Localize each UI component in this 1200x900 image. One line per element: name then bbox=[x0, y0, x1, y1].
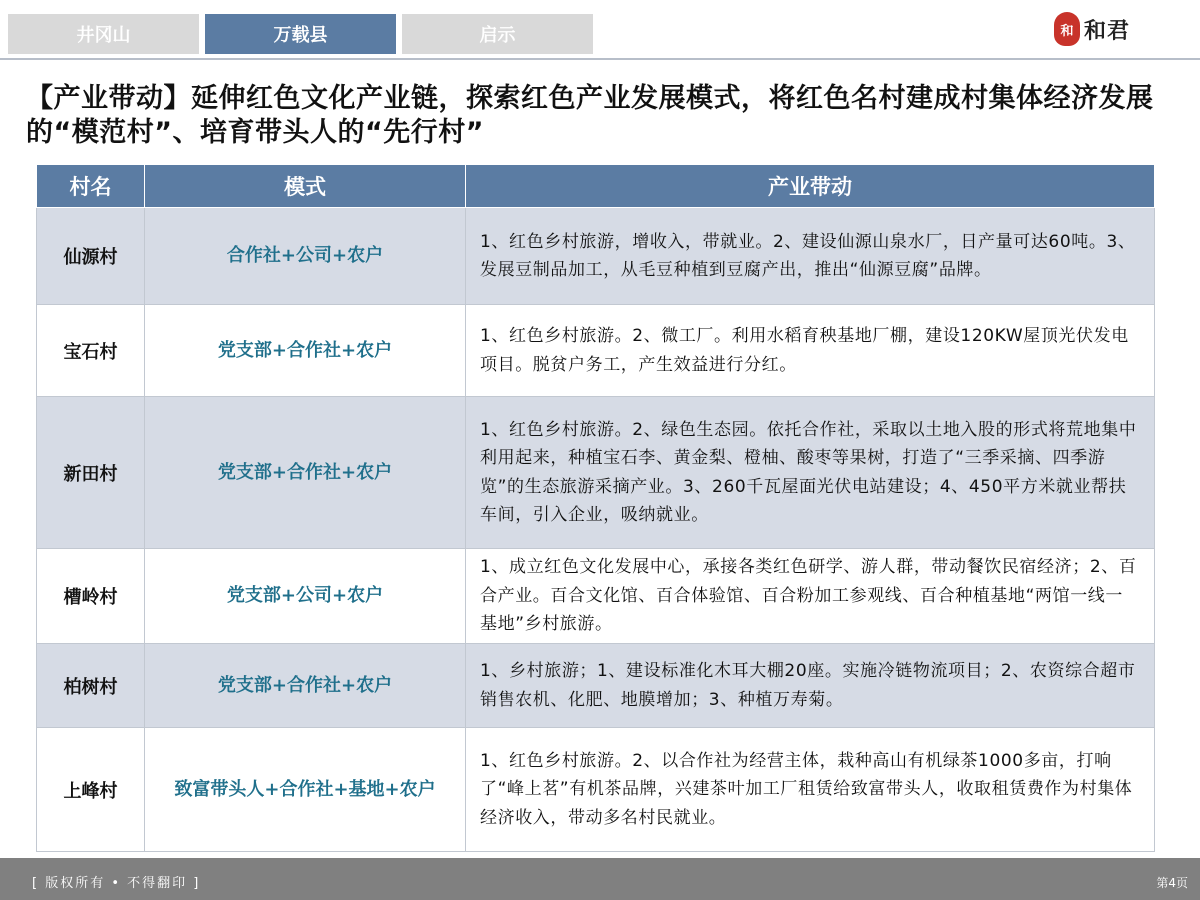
industry-desc: 1、红色乡村旅游，增收入，带就业。2、建设仙源山泉水厂，日产量可达60吨。3、发展豆制品加工，从毛豆种植到豆腐产出，推出“仙源豆腐”品牌。 bbox=[466, 208, 1155, 305]
header-village: 村名 bbox=[37, 165, 145, 208]
industry-desc: 1、乡村旅游；1、建设标准化木耳大棚20座。实施冷链物流项目；2、农资综合超市销售农机、化肥、地膜增加；3、种植万寿菊。 bbox=[466, 644, 1155, 728]
tab-qishi[interactable]: 启示 bbox=[402, 14, 593, 54]
table-row bbox=[37, 208, 1155, 305]
mode-cell: 合作社+公司+农户 bbox=[145, 208, 466, 305]
mode-cell: 党支部+公司+农户 bbox=[145, 549, 466, 644]
table-row bbox=[37, 397, 1155, 549]
header-mode: 模式 bbox=[145, 165, 466, 208]
village-name: 槽岭村 bbox=[37, 549, 145, 644]
village-name: 上峰村 bbox=[37, 728, 145, 852]
table-row bbox=[37, 728, 1155, 852]
village-name: 新田村 bbox=[37, 397, 145, 549]
mode-cell: 党支部+合作社+农户 bbox=[145, 397, 466, 549]
copyright-notice: [ 版权所有 • 不得翻印 ] bbox=[32, 876, 201, 891]
industry-desc: 1、红色乡村旅游。2、以合作社为经营主体，栽种高山有机绿茶1000多亩，打响了“峰上茗”有机茶品牌，兴建茶叶加工厂租赁给致富带头人，收取租赁费作为村集体经济收入，带动多名村民就业。 bbox=[466, 728, 1155, 852]
logo-text: 和君 bbox=[1084, 17, 1131, 44]
table-row bbox=[37, 549, 1155, 644]
table-row bbox=[37, 644, 1155, 728]
mode-cell: 党支部+合作社+农户 bbox=[145, 305, 466, 397]
industry-table bbox=[36, 164, 1154, 852]
mode-cell: 党支部+合作社+农户 bbox=[145, 644, 466, 728]
village-name: 仙源村 bbox=[37, 208, 145, 305]
table-row bbox=[37, 305, 1155, 397]
industry-desc: 1、红色乡村旅游。2、绿色生态园。依托合作社，采取以土地入股的形式将荒地集中利用起来，种植宝石李、黄金梨、橙柚、酸枣等果树，打造了“三季采摘、四季游览”的生态旅游采摘产业。3、260千瓦屋面光伏电站建设；4、450平方米就业帮扶车间，引入企业，吸纳就业。 bbox=[466, 397, 1155, 549]
brand-logo bbox=[1054, 12, 1130, 46]
footer-bar bbox=[0, 858, 1200, 900]
logo-seal-icon: 和 bbox=[1054, 12, 1080, 46]
page-title: 【产业带动】延伸红色文化产业链，探索红色产业发展模式，将红色名村建成村集体经济发展的“模范村”、培育带头人的“先行村” bbox=[26, 83, 1154, 148]
industry-desc: 1、成立红色文化发展中心，承接各类红色研学、游人群，带动餐饮民宿经济；2、百合产业。百合文化馆、百合体验馆、百合粉加工参观线、百合种植基地“两馆一线一基地”乡村旅游。 bbox=[466, 549, 1155, 644]
industry-desc: 1、红色乡村旅游。2、微工厂。利用水稻育秧基地厂棚，建设120KW屋顶光伏发电项目。脱贫户务工，产生效益进行分红。 bbox=[466, 305, 1155, 397]
mode-cell: 致富带头人+合作社+基地+农户 bbox=[145, 728, 466, 852]
page-number: 第4页 bbox=[1156, 876, 1188, 890]
village-name: 宝石村 bbox=[37, 305, 145, 397]
tab-jinggangshan[interactable]: 井冈山 bbox=[8, 14, 199, 54]
header-industry: 产业带动 bbox=[466, 165, 1155, 208]
header-divider bbox=[0, 58, 1200, 60]
table-header-row bbox=[37, 165, 1155, 208]
top-tab-bar bbox=[8, 14, 593, 54]
tab-wanzai[interactable]: 万载县 bbox=[205, 14, 396, 54]
village-name: 柏树村 bbox=[37, 644, 145, 728]
